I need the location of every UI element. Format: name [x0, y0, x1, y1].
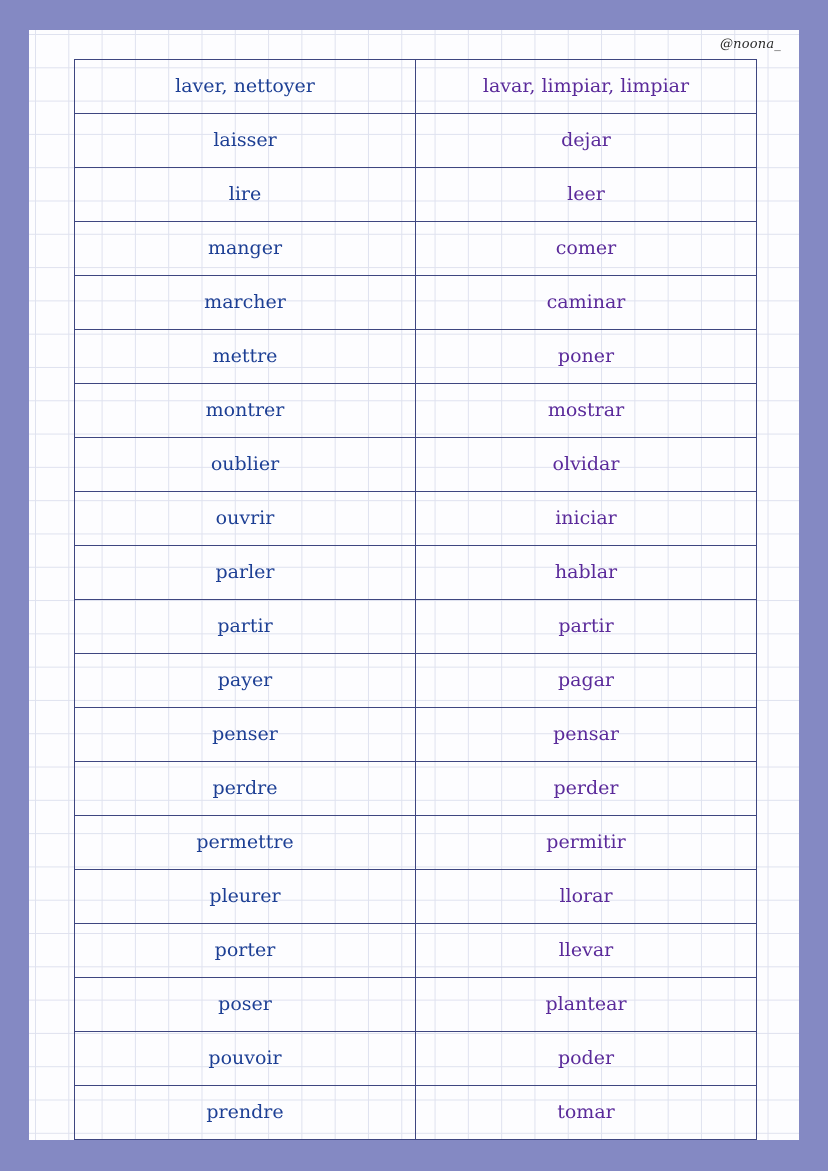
- french-word-cell: laisser: [75, 114, 416, 168]
- spanish-translation-cell: partir: [416, 600, 757, 654]
- spanish-translation-cell: tomar: [416, 1086, 757, 1140]
- table-row: [75, 546, 757, 600]
- table-row: [75, 168, 757, 222]
- spanish-translation-cell: permitir: [416, 816, 757, 870]
- author-handle: @noona_: [719, 37, 781, 52]
- table-row: [75, 114, 757, 168]
- table-row: [75, 600, 757, 654]
- french-word-cell: porter: [75, 924, 416, 978]
- french-word-cell: lire: [75, 168, 416, 222]
- spanish-translation-cell: iniciar: [416, 492, 757, 546]
- french-word-cell: parler: [75, 546, 416, 600]
- spanish-translation-cell: comer: [416, 222, 757, 276]
- table-row: [75, 1032, 757, 1086]
- table-row: [75, 330, 757, 384]
- table-row: [75, 978, 757, 1032]
- french-word-cell: partir: [75, 600, 416, 654]
- spanish-translation-cell: llevar: [416, 924, 757, 978]
- spanish-translation-cell: poder: [416, 1032, 757, 1086]
- spanish-translation-cell: plantear: [416, 978, 757, 1032]
- french-word-cell: manger: [75, 222, 416, 276]
- spanish-translation-cell: dejar: [416, 114, 757, 168]
- spanish-translation-cell: leer: [416, 168, 757, 222]
- table-row: [75, 654, 757, 708]
- vocabulary-table: [74, 59, 757, 1140]
- french-word-cell: oublier: [75, 438, 416, 492]
- table-row: [75, 492, 757, 546]
- table-row: [75, 816, 757, 870]
- table-row: [75, 762, 757, 816]
- spanish-translation-cell: mostrar: [416, 384, 757, 438]
- french-word-cell: poser: [75, 978, 416, 1032]
- table-row: [75, 708, 757, 762]
- french-word-cell: penser: [75, 708, 416, 762]
- table-row: [75, 870, 757, 924]
- french-word-cell: mettre: [75, 330, 416, 384]
- table-row: [75, 60, 757, 114]
- table-row: [75, 924, 757, 978]
- french-word-cell: ouvrir: [75, 492, 416, 546]
- french-word-cell: pleurer: [75, 870, 416, 924]
- spanish-translation-cell: lavar, limpiar, limpiar: [416, 60, 757, 114]
- spanish-translation-cell: hablar: [416, 546, 757, 600]
- table-row: [75, 1086, 757, 1140]
- spanish-translation-cell: perder: [416, 762, 757, 816]
- table-row: [75, 438, 757, 492]
- spanish-translation-cell: llorar: [416, 870, 757, 924]
- table-row: [75, 384, 757, 438]
- french-word-cell: permettre: [75, 816, 416, 870]
- spanish-translation-cell: pensar: [416, 708, 757, 762]
- spanish-translation-cell: olvidar: [416, 438, 757, 492]
- table-row: [75, 222, 757, 276]
- table-row: [75, 276, 757, 330]
- french-word-cell: prendre: [75, 1086, 416, 1140]
- french-word-cell: pouvoir: [75, 1032, 416, 1086]
- french-word-cell: marcher: [75, 276, 416, 330]
- spanish-translation-cell: caminar: [416, 276, 757, 330]
- vocabulary-table-body: [75, 60, 757, 1140]
- french-word-cell: laver, nettoyer: [75, 60, 416, 114]
- french-word-cell: montrer: [75, 384, 416, 438]
- french-word-cell: perdre: [75, 762, 416, 816]
- spanish-translation-cell: poner: [416, 330, 757, 384]
- french-word-cell: payer: [75, 654, 416, 708]
- spanish-translation-cell: pagar: [416, 654, 757, 708]
- grid-paper-sheet: [29, 30, 799, 1140]
